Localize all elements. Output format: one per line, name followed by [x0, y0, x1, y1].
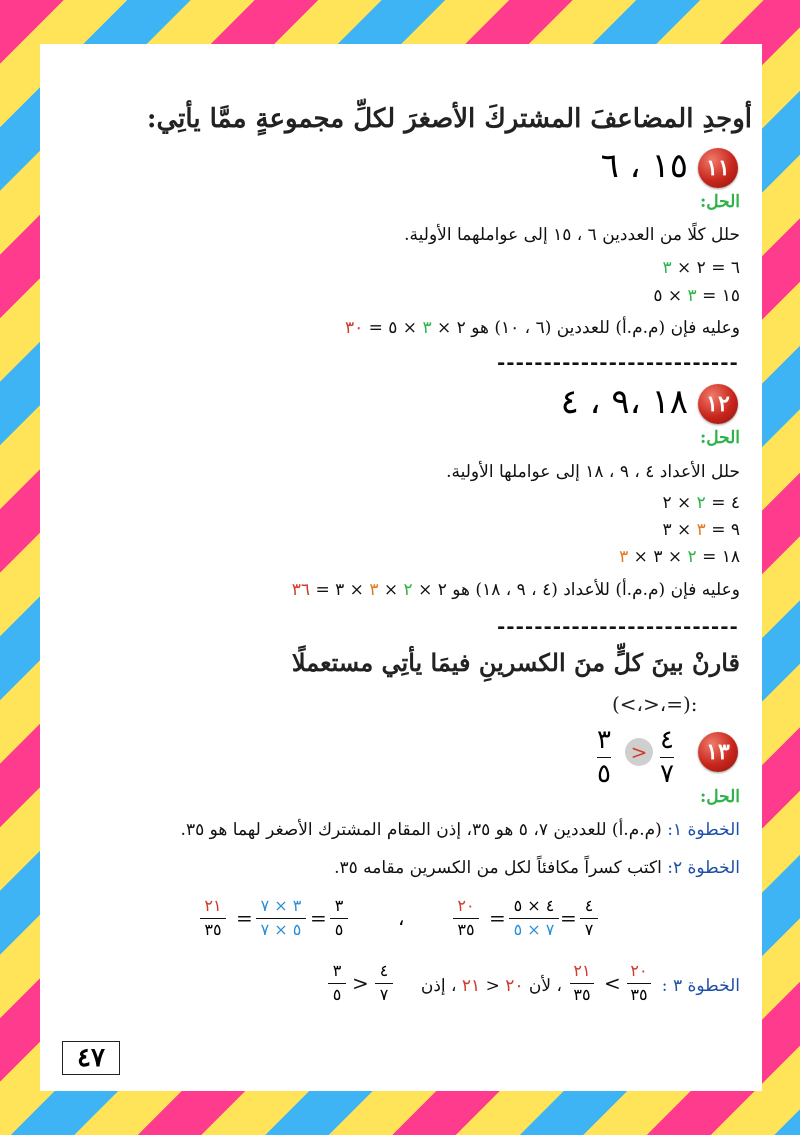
p12-factor-line-1: ٤ = ٢ × ٢ [662, 493, 740, 513]
equals-sign: = [489, 906, 506, 930]
comparison-sign: > [625, 738, 653, 766]
equals-sign: = [310, 906, 327, 930]
p11-factor-line-2: ١٥ = ٣ × ٥ [653, 286, 740, 306]
s3-fraction-21-35: ٢١ ٣٥ [570, 962, 594, 1004]
separator-line: -------------------------- [497, 350, 739, 374]
problem-11-numbers: ١٥ ، ٦ [600, 146, 688, 186]
p13-step-1: الخطوة ١: (م.م.أ) للعددين ٧، ٥ هو ٣٥، إذن المقام المشترك الأصغر لهما هو ٣٥. [180, 820, 740, 840]
page-title: أوجدِ المضاعفَ المشتركَ الأصغرَ لكلِّ مجموعةٍ ممَّا يأتِي: [146, 104, 752, 134]
s3-fraction-4-7: ٤ ٧ [375, 962, 393, 1004]
eqB-fraction-3: ٢١ ٣٥ [200, 897, 226, 939]
problem-badge-12: ١٢ [698, 384, 738, 424]
p13-fraction-right: ٣ ٥ [597, 725, 611, 789]
eqB-fraction-1: ٣ ٥ [330, 897, 348, 939]
solution-label: الحل: [699, 787, 740, 807]
compare-title-line-2: (<،>،=): [612, 692, 698, 716]
solution-label: الحل: [699, 192, 740, 212]
greater-than-sign: > [352, 971, 369, 995]
separator-line: -------------------------- [497, 614, 739, 638]
s3-fraction-3-5: ٣ ٥ [328, 962, 346, 1004]
solution-label: الحل: [699, 428, 740, 448]
equations-comma: ، [398, 906, 405, 930]
p12-intro: حلل الأعداد ٤ ، ٩ ، ١٨ إلى عواملها الأولية. [446, 462, 740, 482]
p12-factor-line-3: ١٨ = ٢ × ٣ × ٣ [619, 547, 740, 567]
p13-step-3-label: الخطوة ٣ : [661, 976, 740, 996]
page-sheet [40, 44, 762, 1091]
p13-step-3-because: ، لأن ٢٠ < ٢١ ، إذن [420, 976, 562, 996]
eqA-fraction-2: ٤ × ٥ ٧ × ٥ [509, 897, 559, 939]
problem-badge-11: ١١ [698, 148, 738, 188]
equals-sign: = [560, 906, 577, 930]
less-than-sign: < [604, 971, 621, 995]
problem-12-numbers: ١٨ ،٩ ، ٤ [560, 382, 688, 422]
eqA-fraction-3: ٢٠ ٣٥ [453, 897, 479, 939]
p11-result: وعليه فإن (م.م.أ) للعددين (٦ ، ١٠) هو ٢ × ٣ × ٥ = ٣٠ [344, 318, 740, 338]
problem-badge-13: ١٣ [698, 732, 738, 772]
p11-factor-line-1: ٦ = ٢ × ٣ [662, 258, 740, 278]
p12-result: وعليه فإن (م.م.أ) للأعداد (٤ ، ٩ ، ١٨) هو ٢ × ٢ × ٣ × ٣ = ٣٦ [291, 580, 740, 600]
equals-sign: = [236, 906, 253, 930]
p12-factor-line-2: ٩ = ٣ × ٣ [662, 520, 740, 540]
p13-step-2: الخطوة ٢: اكتب كسراً مكافئاً لكل من الكسرين مقامه ٣٥. [334, 858, 740, 878]
p13-fraction-left: ٤ ٧ [660, 725, 674, 789]
compare-title-line-1: قارنْ بينَ كلٍّ منَ الكسرينِ فيمَا يأتِي مستعملًا [291, 648, 740, 677]
s3-fraction-20-35: ٢٠ ٣٥ [627, 962, 651, 1004]
eqB-fraction-2: ٣ × ٧ ٥ × ٧ [256, 897, 306, 939]
p11-intro: حلل كلًا من العددين ٦ ، ١٥ إلى عواملهما الأولية. [404, 225, 740, 245]
page-number: ٤٧ [62, 1041, 120, 1075]
eqA-fraction-1: ٤ ٧ [580, 897, 598, 939]
